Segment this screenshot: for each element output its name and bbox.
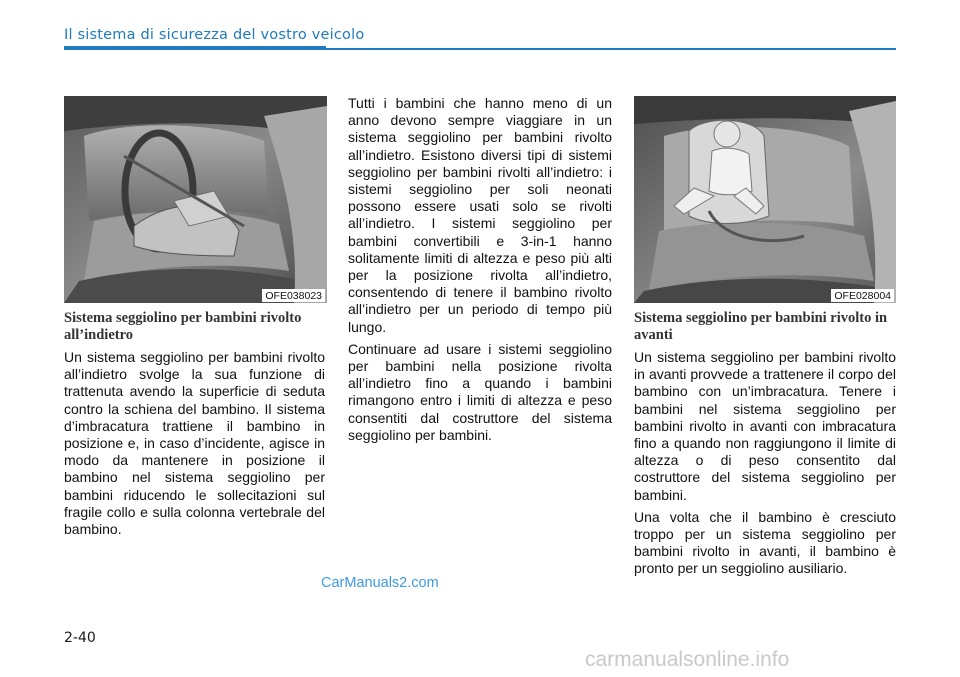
photo-code-label: OFE028004 — [831, 289, 894, 302]
text-forward-facing — [634, 349, 896, 583]
text-middle-column — [348, 95, 612, 449]
photo-rear-facing-seat — [64, 96, 327, 303]
header-rule-thin — [326, 48, 896, 50]
rear-facing-seat-illustration — [64, 96, 327, 303]
page-number: 2-40 — [64, 630, 96, 646]
photo-code-label: OFE038023 — [262, 289, 325, 302]
text-rear-facing — [64, 349, 325, 543]
paragraph: Un sistema seggiolino per bambini rivolto in avanti provvede a trattenere il corpo del bambino con un’imbracatura. Tenere i bambini nel sistema seggiolino per bambini rivolto in avanti con imbracatura fino a quando non raggiungono il limite di altezza o di peso consentito dal costruttore del sistema seggiolino per bambini. — [634, 349, 896, 503]
paragraph: Continuare ad usare i sistemi seggiolino per bambini nella posizione rivolta all’indietro fino a quando i bambini rimangono entro i limiti di altezza e peso consentiti dal costruttore del sistema seggiolino per bambini. — [348, 340, 612, 443]
header-rule-thick — [64, 46, 326, 50]
paragraph: Una volta che il bambino è cresciuto troppo per un sistema seggiolino per bambini rivolto in avanti, il bambino è pronto per un seggiolino ausiliario. — [634, 508, 896, 577]
section-header-title: Il sistema di sicurezza del vostro veicolo — [64, 27, 365, 43]
photo-forward-facing-seat — [634, 96, 896, 303]
footer-watermark-carmanualsonline[interactable]: carmanualsonline.info — [585, 648, 790, 671]
caption-forward-facing: Sistema seggiolino per bambini rivolto in avanti — [634, 310, 888, 343]
paragraph: Un sistema seggiolino per bambini rivolto all’indietro svolge la sua funzione di trattenuta avendo la superficie di seduta contro la schiena del bambino. Il sistema d’imbracatura trattiene il bambino in posizione e, in caso d’incidente, agisce in modo da mantenere in posizione il bambino nel sistema seggiolino per bambini riducendo le sollecitazioni sul fragile collo e sulla colonna vertebrale del bambino. — [64, 349, 325, 538]
watermark-carmanuals2[interactable]: CarManuals2.com — [321, 575, 439, 591]
forward-facing-seat-illustration — [634, 96, 896, 303]
caption-rear-facing: Sistema seggiolino per bambini rivolto all’indietro — [64, 310, 302, 343]
paragraph: Tutti i bambini che hanno meno di un anno devono sempre viaggiare in un sistema seggiolino per bambini rivolto all’indietro. Esistono diversi tipi di sistemi seggiolino per bambini rivolti all’indietro: i sistemi seggiolino per soli neonati possono essere usati solo se rivolti all’indietro. I sistemi seggiolino per bambini convertibili e 3-in-1 hanno solitamente limiti di altezza e peso più alti per la posizione rivolta all’indietro, consentendo di tenere il bambino rivolto all’indietro per un periodo di tempo più lungo. — [348, 95, 612, 335]
